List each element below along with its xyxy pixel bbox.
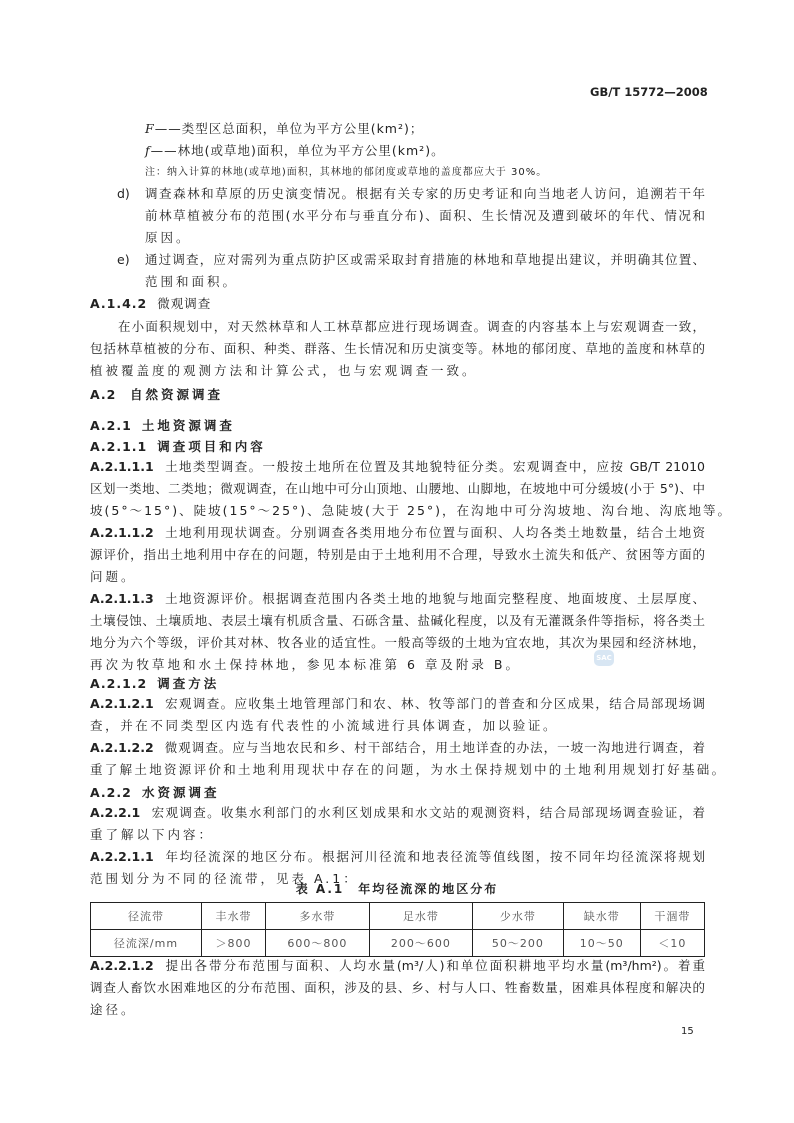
paragraph-line: 植被覆盖度的观测方法和计算公式，也与宏观调查一致。 [90, 363, 478, 378]
paragraph-line: 范围划分为不同的径流带，见表 A.1： [90, 871, 359, 886]
text: 提出各带分布范围与面积、人均水量(m³/人)和单位面积耕地平均水量(m³/hm²)。着重 [163, 958, 705, 973]
text: 宏观调查。收集水利部门的水利区划成果和水文站的观测资料，结合局部现场调查验证，着 [150, 805, 705, 820]
table-cell: ＜10 [640, 930, 704, 957]
paragraph-line: 源评价，指出土地利用中存在的问题，特别是由于土地利用不合理，导致水土流失和低产、贫困等方面的 [90, 547, 705, 562]
table-cell: 50～200 [473, 930, 563, 957]
table-row [91, 930, 705, 957]
item-d-line: 原因。 [145, 230, 192, 245]
item-d-line: 前林草植被分布的范围(水平分布与垂直分布)、面积、生长情况及遭到破坏的年代、情况和 [145, 208, 705, 223]
heading-a2 [90, 385, 223, 403]
heading-a2-1 [90, 416, 235, 434]
paragraph-line [90, 740, 705, 756]
section-number: A.2.2.1.2 [90, 958, 154, 973]
table-cell: 多水带 [266, 903, 370, 930]
table-cell: 足水带 [369, 903, 473, 930]
runoff-table [90, 902, 705, 957]
legend-text: ——类型区总面积，单位为平方公里(km²)； [154, 121, 424, 136]
section-number: A.2.2 [90, 785, 132, 800]
paragraph-line [90, 459, 705, 475]
paragraph-line: 坡(5°～15°)、陡坡(15°～25°)、急陡坡(大于 25°)，在沟地中可分沟坡地、沟台地、沟底地等。 [90, 503, 733, 518]
paragraph-line: 调查人畜饮水困难地区的分布范围、面积，涉及的县、乡、村与人口、牲畜数量，困难具体程度和解决的 [90, 980, 705, 995]
symbol: f [145, 143, 151, 158]
paragraph-line: 问题。 [90, 569, 137, 584]
paragraph-line [90, 696, 705, 712]
paragraph-line: 地分为六个等级，评价其对林、牧各业的适宜性。一般高等级的土地为宜农地，其次为果园和经济林地， [90, 635, 705, 650]
note: 注：纳入计算的林地(或草地)面积，其林地的郁闭度或草地的盖度都应大于 30%。 [145, 167, 548, 178]
text: 土地利用现状调查。分别调查各类用地分布位置与面积、人均各类土地数量，结合土地资 [163, 525, 705, 540]
section-number: A.2.1.1.3 [90, 591, 154, 606]
section-number: A.2.2.1.1 [90, 849, 154, 864]
symbol: F [145, 121, 155, 136]
section-number: A.2.1.1.1 [90, 459, 154, 474]
paragraph-line [90, 805, 705, 821]
heading-a2-1-2 [90, 674, 219, 692]
heading-a2-1-1 [90, 437, 266, 455]
item-label-e: e) [117, 252, 130, 267]
section-title: 微观调查 [157, 296, 212, 311]
text: 微观调查。应与当地农民和乡、村干部结合，用土地详查的办法，一坡一沟地进行调查，着 [163, 740, 705, 755]
paragraph-line: 包括林草植被的分布、面积、种类、群落、生长情况和历史演变等。林地的郁闭度、草地的盖度和林草的 [90, 341, 705, 356]
paragraph-line: 重了解以下内容： [90, 827, 215, 842]
table-cell: 径流深/mm [91, 930, 202, 957]
page-number: 15 [681, 1026, 694, 1037]
legend-text: ——林地(或草地)面积，单位为平方公里(km²)。 [150, 143, 445, 158]
table-caption: 表 A.1 年均径流深的地区分布 [295, 882, 499, 896]
table-cell: 10～50 [563, 930, 640, 957]
table-cell: 径流带 [91, 903, 202, 930]
paragraph-line: 再次为牧草地和水土保持林地，参见本标准第 6 章及附录 B。 [90, 657, 521, 672]
table-cell: 600～800 [266, 930, 370, 957]
table-cell: 200～600 [369, 930, 473, 957]
paragraph-line: 重了解土地资源评价和土地利用现状中存在的问题，为水土保持规划中的土地利用规划打好基础。 [90, 762, 727, 777]
section-number: A.2 [90, 387, 117, 402]
section-title: 调查项目和内容 [157, 439, 266, 454]
section-title: 调查方法 [157, 676, 220, 691]
sac-watermark-logo: SAC [594, 650, 614, 666]
paragraph-line [90, 849, 705, 865]
paragraph-line: 区划一类地、二类地；微观调查，在山地中可分山顶地、山腰地、山脚地，在坡地中可分缓坡(小于 5°)、中 [90, 481, 705, 496]
section-number: A.2.1.2.2 [90, 740, 154, 755]
standard-id-header: GB/T 15772—2008 [590, 85, 708, 99]
section-number: A.2.1.2.1 [90, 696, 154, 711]
paragraph-line [90, 525, 705, 541]
item-label-d: d) [117, 186, 130, 201]
paragraph-line [90, 958, 705, 974]
section-title: 自然资源调查 [130, 387, 224, 402]
paragraph-line [90, 591, 705, 607]
table-cell: 丰水带 [202, 903, 266, 930]
table-cell: 干涸带 [640, 903, 704, 930]
table-cell: 缺水带 [563, 903, 640, 930]
item-e-line: 通过调查，应对需列为重点防护区或需采取封育措施的林地和草地提出建议，并明确其位置、 [145, 252, 705, 267]
section-number: A.2.1.1.2 [90, 525, 154, 540]
section-title: 土地资源调查 [141, 418, 235, 433]
section-number: A.2.1.1 [90, 439, 148, 454]
section-title: 水资源调查 [142, 785, 220, 800]
text: 土地资源评价。根据调查范围内各类土地的地貌与地面完整程度、地面坡度、土层厚度、 [163, 591, 705, 606]
item-d-line: 调查森林和草原的历史演变情况。根据有关专家的历史考证和向当地老人访问，追溯若干年 [145, 186, 705, 201]
text: 土地类型调查。一般按土地所在位置及其地貌特征分类。宏观调查中，应按 GB/T 21010 [163, 459, 705, 474]
table-cell: ＞800 [202, 930, 266, 957]
section-number: A.2.1.2 [90, 676, 148, 691]
legend-f [145, 143, 445, 159]
text: 年均径流深的地区分布。根据河川径流和地表径流等值线图，按不同年均径流深将规划 [163, 849, 705, 864]
paragraph-line: 查，并在不同类型区内选有代表性的小流域进行具体调查，加以验证。 [90, 718, 559, 733]
section-number: A.1.4.2 [90, 296, 148, 311]
text: 宏观调查。应收集土地管理部门和农、林、牧等部门的普查和分区成果，结合局部现场调 [163, 696, 705, 711]
heading-a2-2 [90, 783, 220, 801]
legend-F [145, 121, 423, 137]
paragraph-line: 在小面积规划中，对天然林草和人工林草都应进行现场调查。调查的内容基本上与宏观调查一致， [118, 319, 705, 334]
table-cell: 少水带 [473, 903, 563, 930]
paragraph-line: 土壤侵蚀、土壤质地、表层土壤有机质含量、石砾含量、盐碱化程度，以及有无灌溉条件等指标，将各类土 [90, 613, 705, 628]
section-number: A.2.2.1 [90, 805, 141, 820]
item-e-line: 范围和面积。 [145, 274, 239, 289]
paragraph-line: 途径。 [90, 1002, 137, 1017]
heading-a1-4-2 [90, 296, 211, 312]
table-header-row [91, 903, 705, 930]
section-number: A.2.1 [90, 418, 132, 433]
